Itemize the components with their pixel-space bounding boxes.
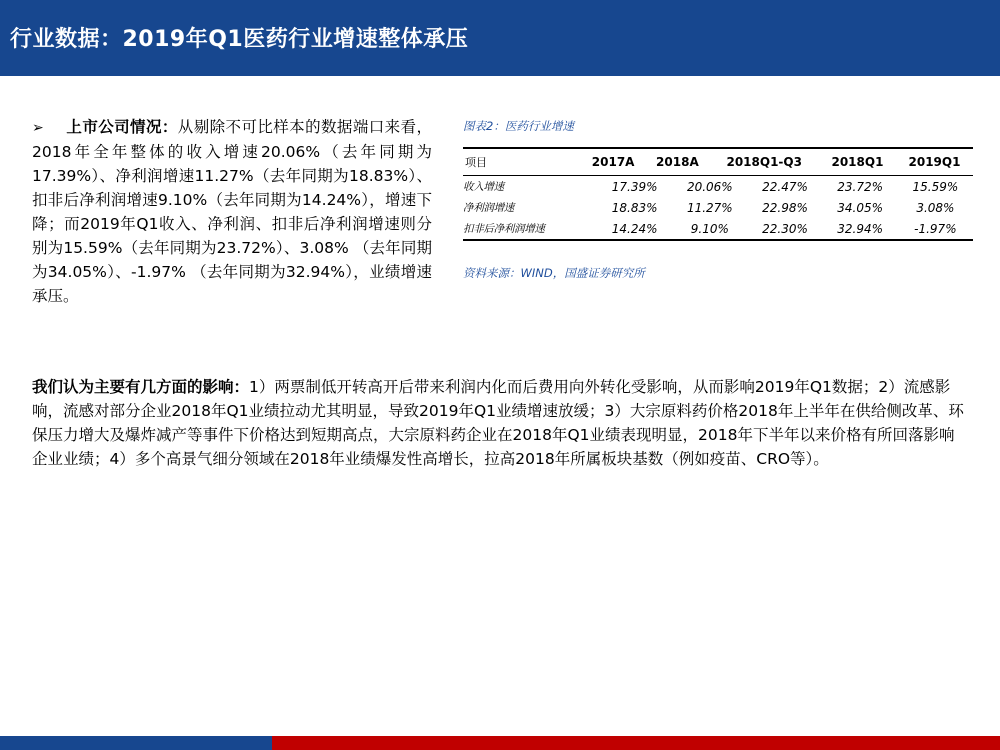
table-header-cell: 2019Q1 <box>908 155 961 169</box>
table-header-cell: 2018A <box>656 155 699 169</box>
footer-bar-red <box>272 736 1000 750</box>
table-cell: 22.47% <box>762 179 808 194</box>
arrow-bullet-icon: ➢ <box>32 120 44 136</box>
figure-caption: 图表2：医药行业增速 <box>463 119 574 133</box>
title-bar <box>0 0 1000 76</box>
table-cell: 14.24% <box>611 221 658 236</box>
table-cell: 20.06% <box>686 179 733 194</box>
listed-company-paragraph <box>32 115 432 308</box>
table-cell: 32.94% <box>837 221 884 236</box>
table-cell: 18.83% <box>611 200 658 215</box>
table-cell: 3.08% <box>916 200 955 215</box>
figure-source: 资料来源：WIND，国盛证券研究所 <box>463 266 645 280</box>
table-header-cell: 项目 <box>465 156 487 169</box>
growth-table <box>463 147 973 241</box>
impact-text: 1）两票制低开转高开后带来利润内化而后费用向外转化受影响，从而影响2019年Q1数据；2）流感影响，流感对部分企业2018年Q1业绩拉动尤其明显，导致2019年Q1业绩增速放缓；3）大宗原料药价格2018年上半年在供给侧改革、环保压力增大及爆炸减产等事件下价格达到短期高点，大宗原料药企业在2018年Q1业绩表现明显，2018年下半年以来价格有所回落影响企业业绩；4）多个高景气细分领域在2018年业绩爆发性高增长，拉高2018年所属板块基数（例如疫苗、CRO等）。 <box>32 378 964 468</box>
table-cell: 22.30% <box>762 221 808 236</box>
impact-label: 我们认为主要有几方面的影响： <box>32 378 250 396</box>
table-cell: 扣非后净利润增速 <box>463 223 545 235</box>
table-cell: 11.27% <box>686 200 733 215</box>
table-cell: 15.59% <box>912 179 959 194</box>
table-cell: 22.98% <box>762 200 808 215</box>
table-row <box>463 176 973 197</box>
table-row <box>463 197 973 218</box>
table-bottom-rule <box>463 239 973 241</box>
table-header-cell: 2018Q1 <box>831 155 884 169</box>
table-cell: 34.05% <box>837 200 884 215</box>
table-cell: -1.97% <box>914 221 957 236</box>
footer-bar-blue <box>0 736 272 750</box>
table-cell: 17.39% <box>611 179 658 194</box>
table-header-row <box>463 149 973 175</box>
impact-paragraph <box>32 375 967 471</box>
page-title: 行业数据：2019年Q1医药行业增速整体承压 <box>10 27 469 52</box>
table-header-cell: 2017A <box>591 155 635 169</box>
paragraph-text: 从剔除不可比样本的数据端口来看，2018年全年整体的收入增速20.06%（去年同期为17.39%）、净利润增速11.27%（去年同期为18.83%）、扣非后净利润增速9.10%（去年同期为14.24%），增速下降；而2019年Q1收入、净利润、扣非后净利润增速则分别为15.59%（去年同期为23.72%）、3.08% （去年同期为34.05%）、-1.97% （去年同期为32.94%），业绩增速承压。 <box>32 118 432 305</box>
table-header-cell: 2018Q1-Q3 <box>726 155 802 169</box>
table-cell: 9.10% <box>690 221 729 236</box>
table-cell: 23.72% <box>837 179 884 194</box>
table-row <box>463 218 973 239</box>
table-cell: 净利润增速 <box>463 202 514 214</box>
paragraph-label: 上市公司情况： <box>66 118 178 136</box>
table-cell: 收入增速 <box>463 181 504 193</box>
